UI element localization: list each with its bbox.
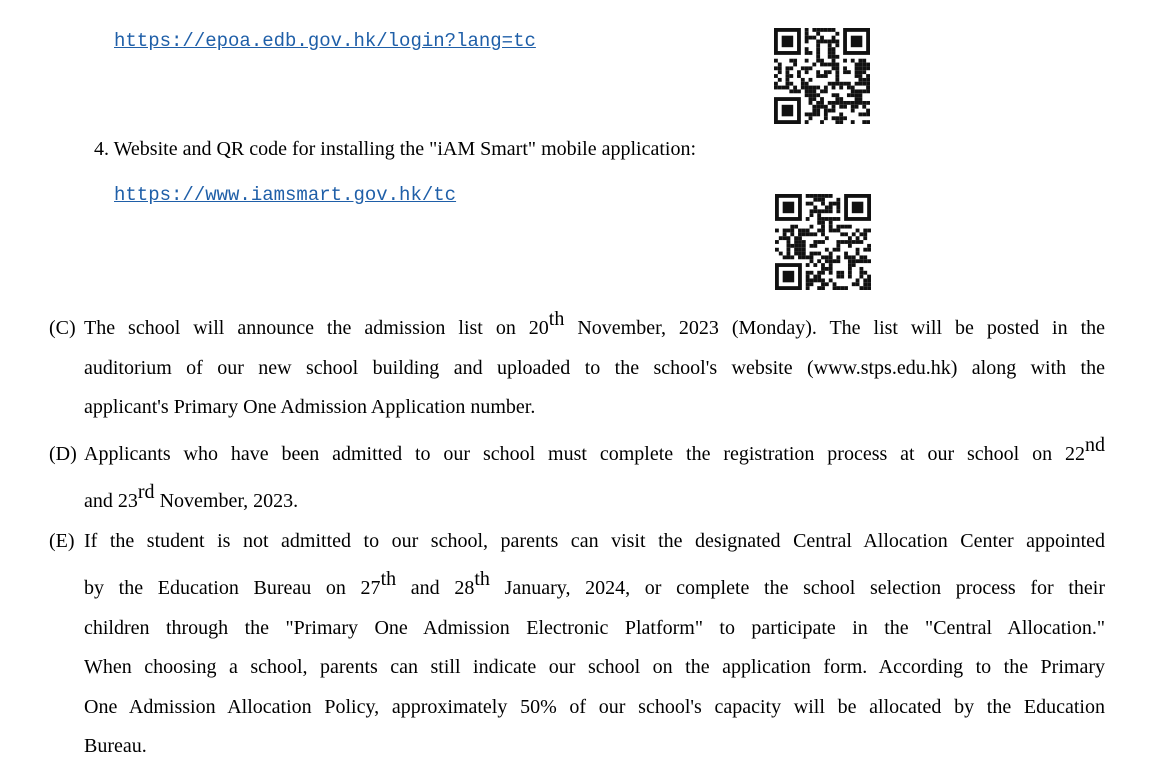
iamsmart-link[interactable]: https://www.iamsmart.gov.hk/tc <box>114 184 457 206</box>
qr-code-icon <box>773 28 871 124</box>
section-e-label: (E) <box>49 530 75 552</box>
section-c-line-1: The school will announce the admission list on 20th November, 2023 (Monday). The list will be posted in the <box>84 308 1105 339</box>
section-c-line-3: applicant's Primary One Admission Application number. <box>84 396 536 418</box>
section-e-line-1: If the student is not admitted to our school, parents can visit the designated Central Allocation Center appointed <box>84 530 1105 552</box>
section-e-line-4: When choosing a school, parents can still indicate our school on the application form. According to the Primary <box>84 656 1105 678</box>
epoa-login-link[interactable]: https://epoa.edb.gov.hk/login?lang=tc <box>114 30 536 52</box>
item-number: 4. <box>94 138 109 160</box>
item-4 <box>94 139 696 159</box>
section-d-label: (D) <box>49 443 77 465</box>
section-e-line-3: children through the "Primary One Admission Electronic Platform" to participate in the "Central Allocation." <box>84 617 1105 639</box>
section-e-line-6: Bureau. <box>84 735 147 757</box>
section-c-label: (C) <box>49 317 76 339</box>
item-text: Website and QR code for installing the "iAM Smart" mobile application: <box>113 138 697 160</box>
section-e-line-5: One Admission Allocation Policy, approximately 50% of our school's capacity will be allocated by the Education <box>84 696 1105 718</box>
section-c-line-2: auditorium of our new school building and uploaded to the school's website (www.stps.edu.hk) along with the <box>84 357 1105 379</box>
section-d-line-1: Applicants who have been admitted to our school must complete the registration process at our school on 22nd <box>84 434 1105 465</box>
qr-code-icon <box>774 194 872 290</box>
section-e-line-2: by the Education Bureau on 27th and 28th January, 2024, or complete the school selection process for their <box>84 568 1105 599</box>
section-d-line-2: and 23rd November, 2023. <box>84 481 299 512</box>
